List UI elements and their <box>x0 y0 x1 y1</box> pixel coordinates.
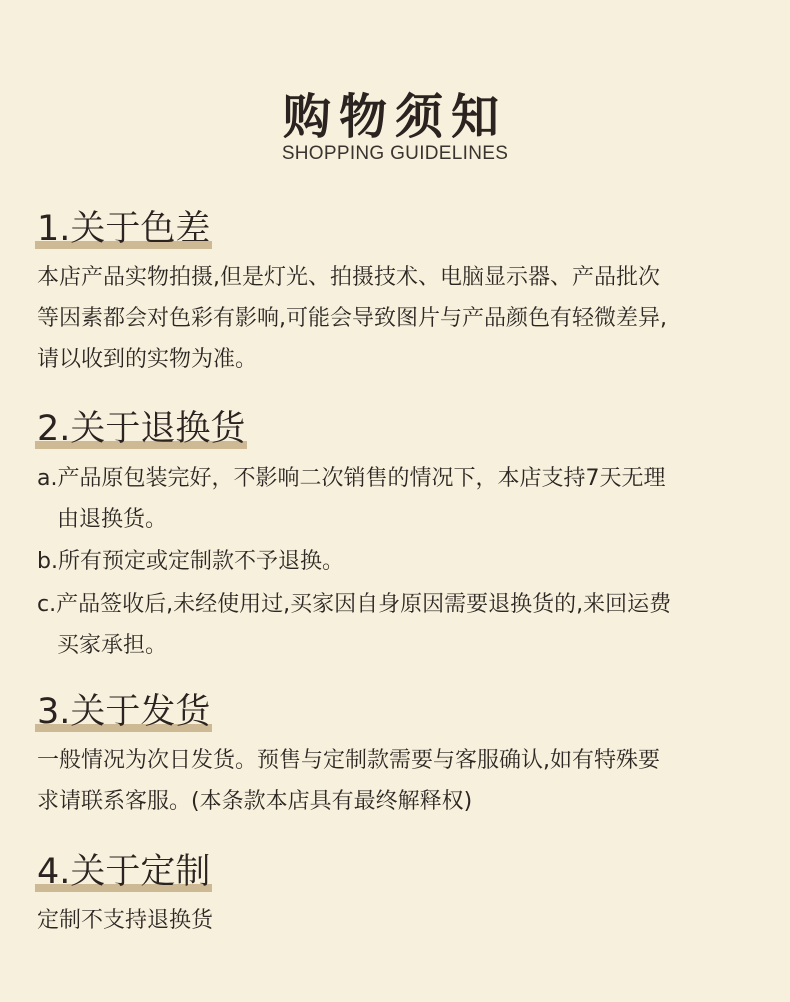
list-item-returns-b <box>37 541 767 582</box>
list-item-continuation: 买家承担。 <box>57 633 168 658</box>
list-item-returns-c <box>37 584 767 666</box>
page-subtitle: SHOPPING GUIDELINES <box>281 143 509 164</box>
body-line: 求请联系客服。(本条款本店具有最终解释权) <box>37 789 473 814</box>
body-line: 定制不支持退换货 <box>37 908 214 933</box>
section-body-shipping <box>37 740 767 822</box>
body-line: 请以收到的实物为准。 <box>37 347 258 372</box>
section-heading-returns: 2.关于退换货 <box>37 409 246 449</box>
page-title: 购物须知 <box>282 89 507 145</box>
section-heading-customization: 4.关于定制 <box>37 852 211 892</box>
list-item-continuation: 由退换货。 <box>57 507 168 532</box>
body-line: 等因素都会对色彩有影响,可能会导致图片与产品颜色有轻微差异, <box>37 306 667 331</box>
list-item-line: b.所有预定或定制款不予退换。 <box>37 549 344 574</box>
section-body-color-difference <box>37 257 767 380</box>
list-item-returns-a <box>37 458 767 540</box>
list-item-line: c.产品签收后,未经使用过,买家因自身原因需要退换货的,来回运费 <box>37 592 672 617</box>
section-heading-color-difference: 1.关于色差 <box>37 209 211 249</box>
section-heading-shipping: 3.关于发货 <box>37 692 211 732</box>
section-body-customization <box>37 900 767 941</box>
list-item-line: a.产品原包装完好，不影响二次销售的情况下，本店支持7天无理 <box>37 466 666 491</box>
body-line: 一般情况为次日发货。预售与定制款需要与客服确认,如有特殊要 <box>37 748 660 773</box>
body-line: 本店产品实物拍摄,但是灯光、拍摄技术、电脑显示器、产品批次 <box>37 265 660 290</box>
